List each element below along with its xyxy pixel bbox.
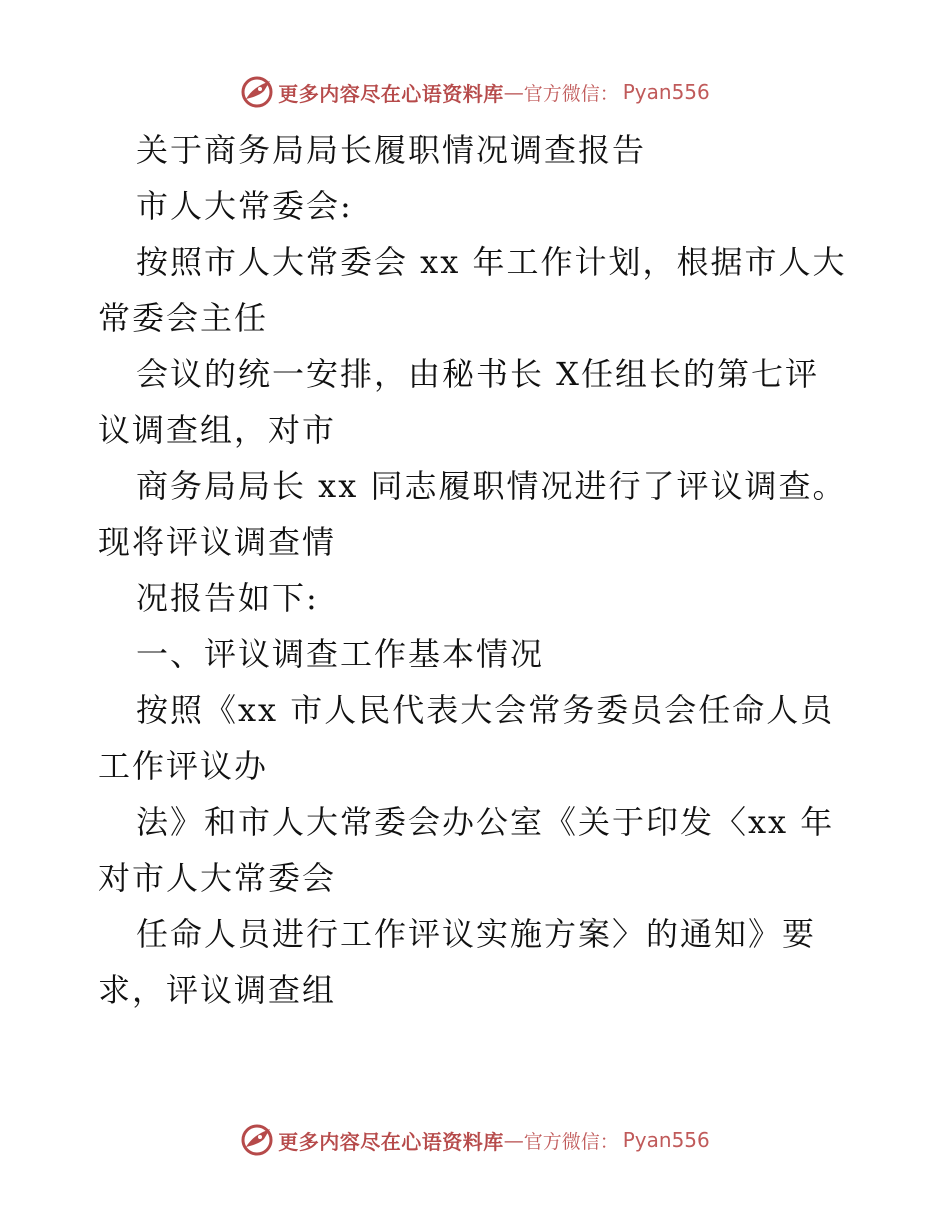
text-line: 对市人大常委会	[98, 859, 337, 897]
banner-wechat-label: 官方微信：	[523, 1130, 619, 1153]
text-line: 市人大常委会:	[136, 187, 353, 225]
text-line: 商务局局长 xx 同志履职情况进行了评议调查。	[136, 467, 847, 505]
footer-watermark-banner	[0, 1120, 950, 1160]
text-line: 况报告如下:	[136, 579, 319, 617]
banner-separator: —	[503, 80, 524, 104]
pen-logo-icon	[240, 75, 274, 109]
header-watermark-banner	[0, 72, 950, 112]
text-line: 关于商务局局长履职情况调查报告	[136, 131, 647, 169]
banner-title: 更多内容尽在心语资料库	[278, 1129, 504, 1154]
text-line: 按照市人大常委会 xx 年工作计划，根据市人大	[136, 243, 847, 281]
text-line: 法》和市人大常委会办公室《关于印发〈xx 年	[136, 803, 835, 841]
text-line: 一、评议调查工作基本情况	[136, 635, 545, 673]
text-line: 工作评议办	[98, 747, 269, 785]
banner-title: 更多内容尽在心语资料库	[278, 81, 504, 106]
text-line: 按照《xx 市人民代表大会常务委员会任命人员	[136, 691, 835, 729]
banner-separator: —	[503, 1128, 524, 1152]
text-line: 会议的统一安排，由秘书长 X任组长的第七评	[136, 355, 819, 393]
banner-wechat-id: Pyan556	[622, 1128, 710, 1152]
document-body	[98, 122, 858, 1018]
text-line: 议调查组，对市	[98, 411, 337, 449]
banner-wechat-id: Pyan556	[622, 80, 710, 104]
text-line: 任命人员进行工作评议实施方案〉的通知》要	[136, 915, 817, 953]
banner-wechat-label: 官方微信：	[523, 82, 619, 105]
text-line: 常委会主任	[98, 299, 269, 337]
pen-logo-icon	[240, 1123, 274, 1157]
text-line: 现将评议调查情	[98, 523, 337, 561]
text-line: 求，评议调查组	[98, 971, 337, 1009]
